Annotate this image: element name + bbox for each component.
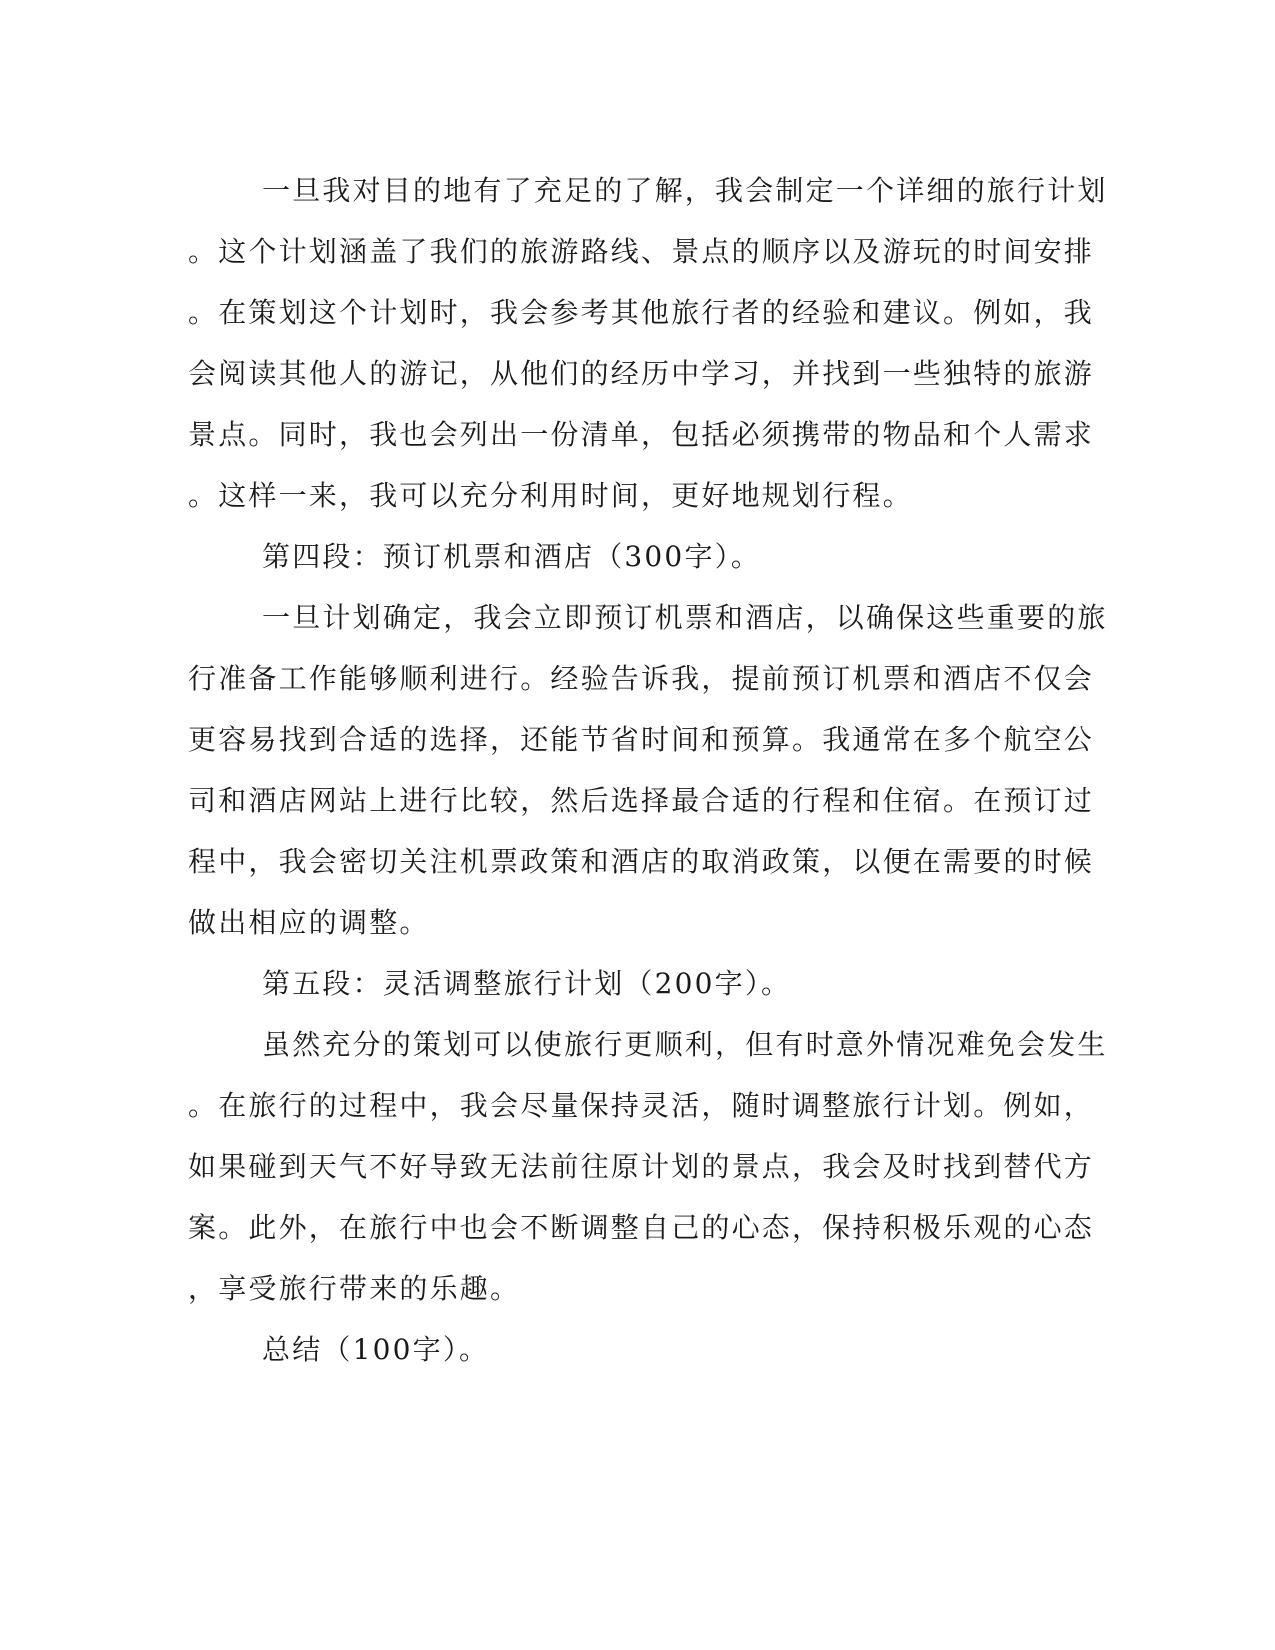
paragraph-line: 虽然充分的策划可以使旅行更顺利，但有时意外情况难免会发生 xyxy=(262,1028,1108,1061)
paragraph-line: 会阅读其他人的游记，从他们的经历中学习，并找到一些独特的旅游 xyxy=(188,357,1095,390)
paragraph-line: ，享受旅行带来的乐趣。 xyxy=(188,1272,521,1305)
paragraph-line: 。在旅行的过程中，我会尽量保持灵活，随时调整旅行计划。例如， xyxy=(188,1089,1095,1122)
paragraph-line: 程中，我会密切关注机票政策和酒店的取消政策，以便在需要的时候 xyxy=(188,845,1095,878)
paragraph-line: 景点。同时，我也会列出一份清单，包括必须携带的物品和个人需求 xyxy=(188,418,1095,451)
paragraph-line: 司和酒店网站上进行比较，然后选择最合适的行程和住宿。在预订过 xyxy=(188,784,1095,817)
paragraph-line: 行准备工作能够顺利进行。经验告诉我，提前预订机票和酒店不仅会 xyxy=(188,662,1095,695)
section-heading: 第四段：预订机票和酒店（300字）。 xyxy=(262,540,762,573)
document-body xyxy=(188,160,1108,1380)
paragraph-line: 更容易找到合适的选择，还能节省时间和预算。我通常在多个航空公 xyxy=(188,723,1095,756)
paragraph-line: 一旦计划确定，我会立即预订机票和酒店，以确保这些重要的旅 xyxy=(262,601,1108,634)
paragraph-line: 。这个计划涵盖了我们的旅游路线、景点的顺序以及游玩的时间安排 xyxy=(188,235,1095,268)
paragraph-line: 。这样一来，我可以充分利用时间，更好地规划行程。 xyxy=(188,479,913,512)
paragraph-line: 案。此外，在旅行中也会不断调整自己的心态，保持积极乐观的心态 xyxy=(188,1211,1095,1244)
section-heading: 总结（100字）。 xyxy=(262,1333,490,1366)
paragraph-line: 一旦我对目的地有了充足的了解，我会制定一个详细的旅行计划 xyxy=(262,174,1108,207)
section-heading: 第五段：灵活调整旅行计划（200字）。 xyxy=(262,967,792,1000)
paragraph-line: 做出相应的调整。 xyxy=(188,906,430,939)
paragraph-line: 如果碰到天气不好导致无法前往原计划的景点，我会及时找到替代方 xyxy=(188,1150,1095,1183)
paragraph-line: 。在策划这个计划时，我会参考其他旅行者的经验和建议。例如，我 xyxy=(188,296,1095,329)
